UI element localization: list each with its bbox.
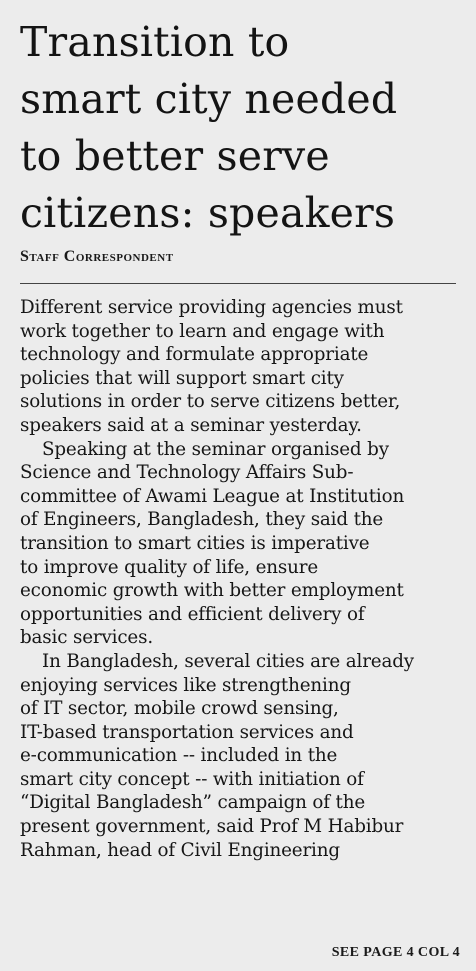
article-paragraph bbox=[20, 296, 460, 438]
text-line: committee of Awami League at Institution bbox=[20, 485, 405, 507]
text-line: e-communication -- included in the bbox=[20, 745, 338, 767]
text-line: smart city concept -- with initiation of bbox=[20, 768, 364, 790]
text-line: technology and formulate appropriate bbox=[20, 344, 369, 366]
text-line: opportunities and efficient delivery of bbox=[20, 603, 365, 625]
text-line: Speaking at the seminar organised by bbox=[42, 438, 389, 460]
headline-line: Transition to bbox=[20, 18, 290, 66]
article-paragraph bbox=[20, 438, 460, 650]
text-line: of Engineers, Bangladesh, they said the bbox=[20, 509, 384, 531]
text-line: to improve quality of life, ensure bbox=[20, 556, 318, 578]
text-line: enjoying services like strengthening bbox=[20, 674, 351, 696]
text-line: basic services. bbox=[20, 627, 153, 649]
text-line: transition to smart cities is imperative bbox=[20, 532, 370, 554]
text-line: speakers said at a seminar yesterday. bbox=[20, 414, 362, 436]
byline: Staff Correspondent bbox=[20, 248, 174, 265]
text-line: “Digital Bangladesh” campaign of the bbox=[20, 792, 366, 814]
text-line: Different service providing agencies must bbox=[20, 297, 403, 318]
headline bbox=[20, 14, 460, 242]
text-line: work together to learn and engage with bbox=[20, 320, 385, 342]
text-line: Rahman, head of Civil Engineering bbox=[20, 839, 340, 861]
text-line: In Bangladesh, several cities are already bbox=[42, 650, 414, 672]
article-paragraph bbox=[20, 650, 460, 862]
continuation-note: SEE PAGE 4 COL 4 bbox=[331, 945, 460, 960]
headline-line: smart city needed bbox=[20, 75, 398, 123]
text-line: present government, said Prof M Habibur bbox=[20, 816, 404, 838]
text-line: IT-based transportation services and bbox=[20, 721, 354, 743]
text-line: policies that will support smart city bbox=[20, 367, 344, 389]
byline-divider bbox=[20, 283, 456, 284]
article-body bbox=[20, 296, 460, 862]
text-line: solutions in order to serve citizens better, bbox=[20, 391, 401, 413]
text-line: economic growth with better employment bbox=[20, 580, 404, 602]
headline-line: to better serve bbox=[20, 132, 330, 180]
text-line: Science and Technology Affairs Sub- bbox=[20, 462, 354, 484]
headline-line: citizens: speakers bbox=[20, 189, 396, 237]
text-line: of IT sector, mobile crowd sensing, bbox=[20, 698, 339, 720]
